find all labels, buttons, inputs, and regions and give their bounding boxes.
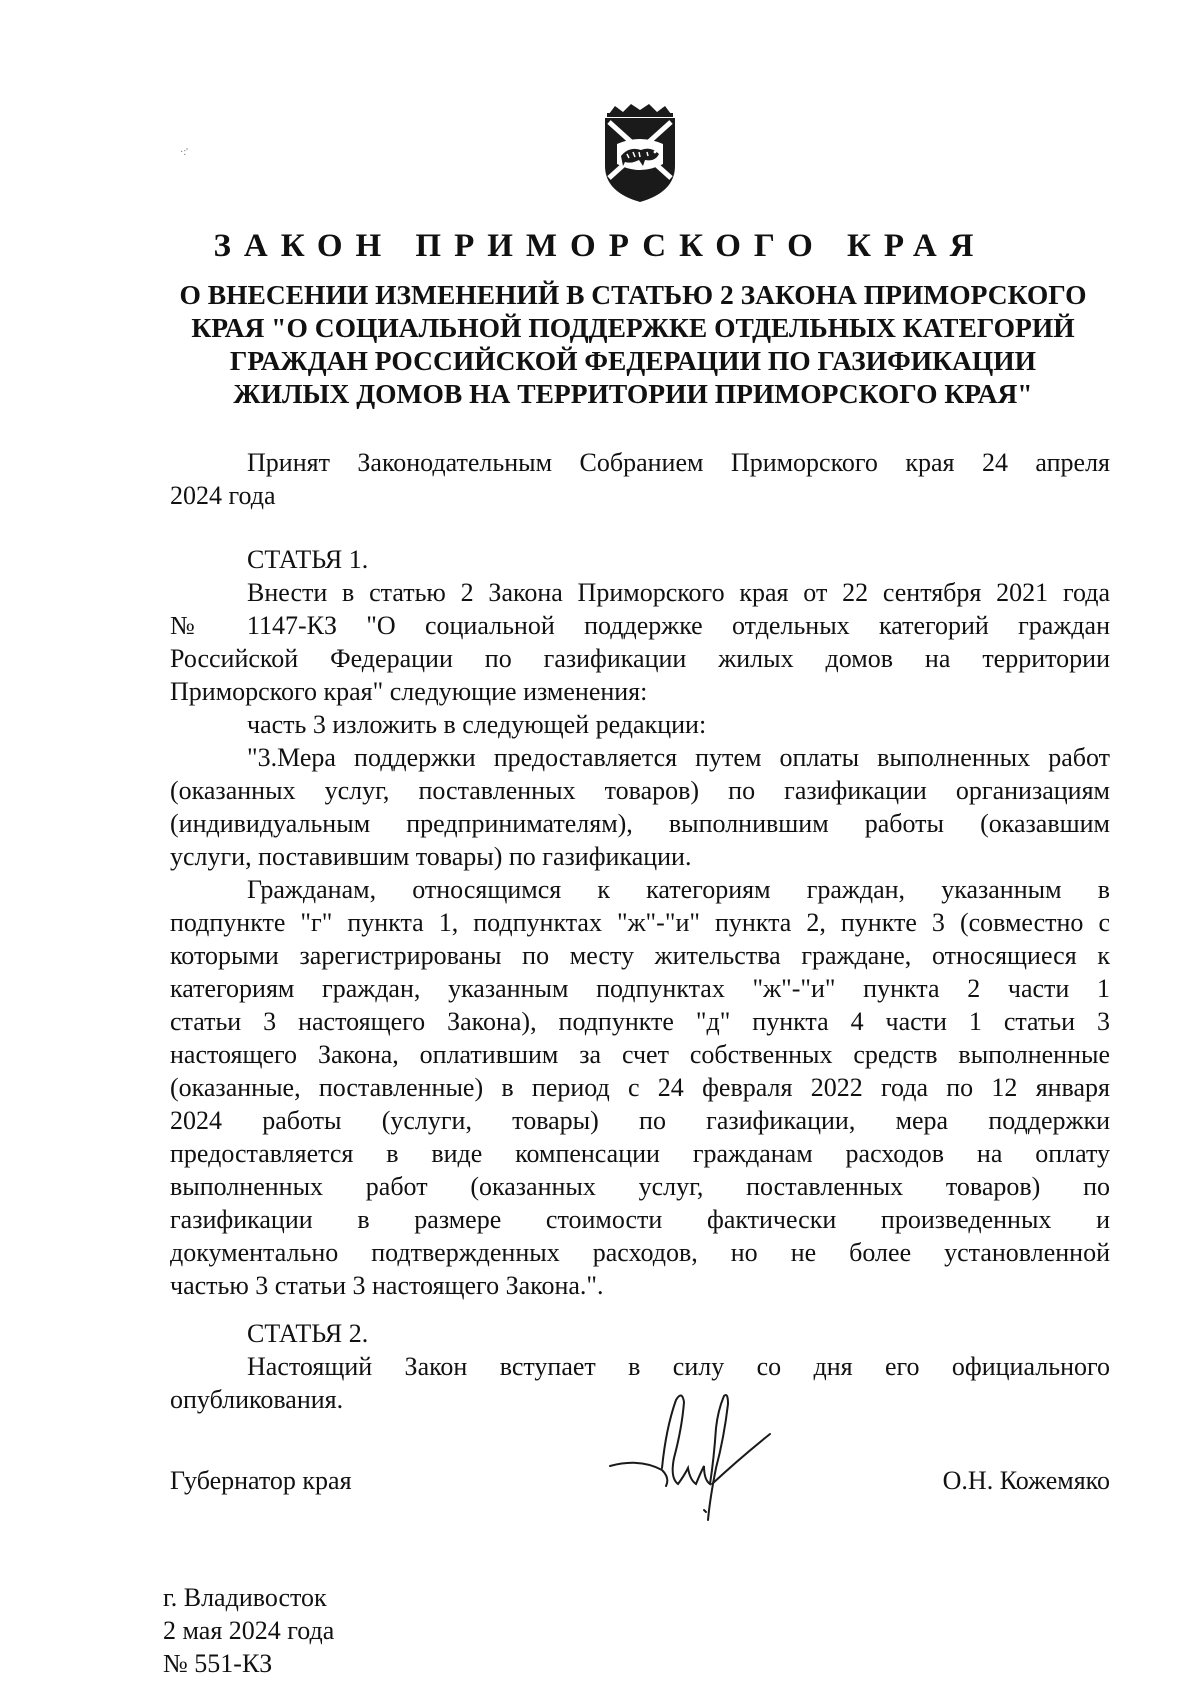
subtitle-line: ЖИЛЫХ ДОМОВ НА ТЕРРИТОРИИ ПРИМОРСКОГО КРАЯ" (233, 378, 1033, 409)
document-subtitle (160, 278, 1106, 410)
article-1-para2-line: предоставляется в виде компенсации гражданам расходов на оплату (170, 1139, 1110, 1168)
footer-number: № 551-КЗ (163, 1649, 273, 1678)
footer-city: г. Владивосток (163, 1583, 327, 1612)
article-1-para2-line: Гражданам, относящимся к категориям граждан, указанным в (247, 875, 1110, 904)
article-1-para2-line: газификации в размере стоимости фактически произведенных и (170, 1205, 1110, 1234)
adoption-line: 2024 года (170, 481, 276, 510)
subtitle-line: О ВНЕСЕНИИ ИЗМЕНЕНИЙ В СТАТЬЮ 2 ЗАКОНА ПРИМОРСКОГО (179, 279, 1087, 310)
article-1-para2-line: категориям граждан, указанным подпунктах "ж"-"и" пункта 2 части 1 (170, 974, 1110, 1003)
article-1-intro-line: № 1147-КЗ "О социальной поддержке отдельных категорий граждан (170, 611, 1110, 640)
article-1-instruction: часть 3 изложить в следующей редакции: (247, 710, 707, 739)
adoption-statement (170, 446, 1110, 512)
article-1-intro-line: Приморского края" следующие изменения: (170, 677, 648, 706)
subtitle-line: КРАЯ "О СОЦИАЛЬНОЙ ПОДДЕРЖКЕ ОТДЕЛЬНЫХ КАТЕГОРИЙ (191, 312, 1075, 343)
article-1-para2-line: статьи 3 настоящего Закона), подпункте "д" пункта 4 части 1 статьи 3 (170, 1007, 1110, 1036)
article-2-body-line: Настоящий Закон вступает в силу со дня его официального (247, 1352, 1110, 1381)
article-1-para1-line: услуги, поставившим товары) по газификации. (170, 842, 692, 871)
article-1-para2-line: частью 3 статьи 3 настоящего Закона.". (170, 1271, 604, 1300)
article-1-para1-line: "3.Мера поддержки предоставляется путем оплаты выполненных работ (247, 743, 1110, 772)
subtitle-line: ГРАЖДАН РОССИЙСКОЙ ФЕДЕРАЦИИ ПО ГАЗИФИКАЦИИ (229, 345, 1037, 376)
article-1-para2-line: (оказанные, поставленные) в период с 24 февраля 2022 года по 12 января (170, 1073, 1110, 1102)
document-footer (163, 1581, 334, 1680)
article-1-para1-line: (индивидуальным предпринимателям), выполнившим работы (оказавшим (170, 809, 1110, 838)
article-2-body-line: опубликования. (170, 1385, 344, 1414)
article-1-para2-line: 2024 работы (услуги, товары) по газификации, мера поддержки (170, 1106, 1110, 1135)
article-1-para2-line: подпункте "г" пункта 1, подпунктах "ж"-"и" пункта 2, пункте 3 (совместно с (170, 908, 1110, 937)
handwritten-signature-icon (600, 1388, 780, 1528)
footer-date: 2 мая 2024 года (163, 1616, 335, 1645)
adoption-line: Принят Законодательным Собранием Приморского края 24 апреля (247, 448, 1110, 477)
document-title: ЗАКОН ПРИМОРСКОГО КРАЯ (213, 228, 987, 264)
scan-artifact: ·:' (180, 147, 188, 158)
article-2-heading: СТАТЬЯ 2. (247, 1319, 369, 1348)
article-1 (170, 543, 1110, 1302)
article-1-heading: СТАТЬЯ 1. (247, 545, 369, 574)
article-1-para2-line: выполненных работ (оказанных услуг, поставленных товаров) по (170, 1172, 1110, 1201)
article-1-intro-line: Внести в статью 2 Закона Приморского края от 22 сентября 2021 года (247, 578, 1110, 607)
article-1-para2-line: настоящего Закона, оплатившим за счет собственных средств выполненные (170, 1040, 1110, 1069)
article-1-para1-line: (оказанных услуг, поставленных товаров) по газификации организациям (170, 776, 1110, 805)
signatory-name: О.Н. Кожемяко (942, 1466, 1110, 1495)
article-1-para2-line: которыми зарегистрированы по месту жительства граждане, относящиеся к (170, 941, 1110, 970)
coat-of-arms-icon (595, 104, 685, 204)
article-1-para2-line: документально подтвержденных расходов, но не более установленной (170, 1238, 1110, 1267)
signatory-position: Губернатор края (170, 1466, 352, 1495)
article-1-intro-line: Российской Федерации по газификации жилых домов на территории (170, 644, 1110, 673)
